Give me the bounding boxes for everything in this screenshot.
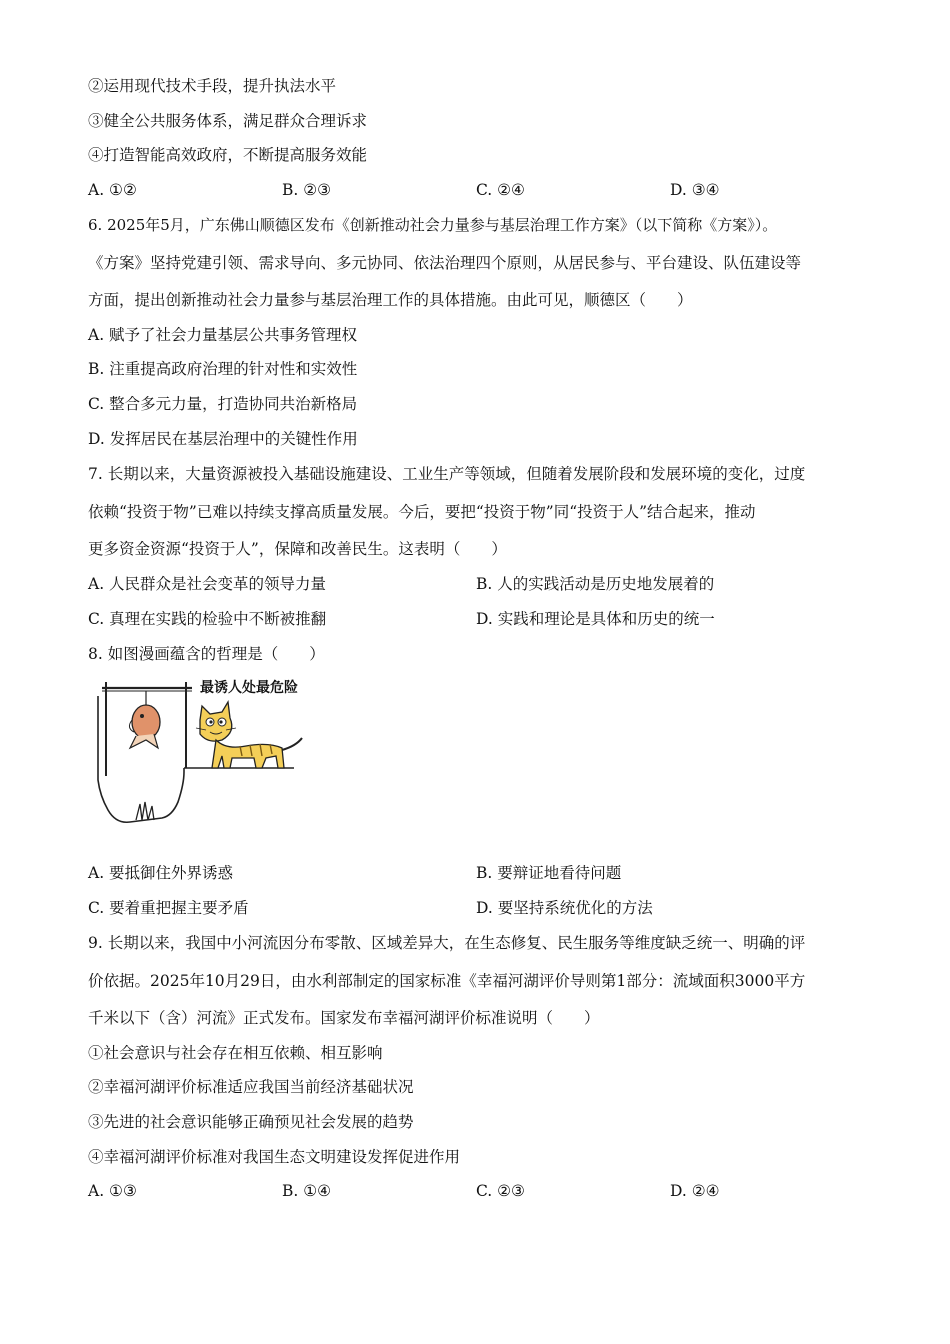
q6-stem-line-3: 方面，提出创新推动社会力量参与基层治理工作的具体措施。由此可见，顺德区（ ）: [88, 291, 693, 309]
q8-option-b[interactable]: B. 要辩证地看待问题: [476, 864, 622, 882]
q9-option-c[interactable]: C. ②③: [476, 1182, 525, 1200]
q6-stem-line-2: 《方案》坚持党建引领、需求导向、多元协同、依法治理四个原则，从居民参与、平台建设、队伍建设等: [88, 254, 802, 272]
q8-stem: 8. 如图漫画蕴含的哲理是（ ）: [88, 645, 325, 663]
q5-item-4: ④打造智能高效政府，不断提高服务效能: [88, 146, 368, 164]
q6-option-a[interactable]: A. 赋予了社会力量基层公共事务管理权: [88, 326, 358, 344]
q9-stem-line-1: 9. 长期以来，我国中小河流因分布零散、区域差异大，在生态修复、民生服务等维度缺乏统一、明确的评: [88, 934, 806, 952]
q9-option-d[interactable]: D. ②④: [670, 1182, 720, 1200]
q8-option-a[interactable]: A. 要抵御住外界诱惑: [88, 864, 234, 882]
q7-stem-line-1: 7. 长期以来，大量资源被投入基础设施建设、工业生产等领域，但随着发展阶段和发展环境的变化，过度: [88, 465, 806, 483]
q9-item-4: ④幸福河湖评价标准对我国生态文明建设发挥促进作用: [88, 1148, 461, 1166]
q8-cartoon-caption: 最诱人处最危险: [200, 680, 298, 696]
q6-option-c[interactable]: C. 整合多元力量，打造协同共治新格局: [88, 395, 358, 413]
q7-stem-line-2: 依赖“投资于物”已难以持续支撑高质量发展。今后，要把“投资于物”同“投资于人”结合起来，推动: [88, 503, 756, 521]
q5-option-a[interactable]: A. ①②: [88, 181, 137, 199]
q5-option-d[interactable]: D. ③④: [670, 181, 720, 199]
q9-option-a[interactable]: A. ①③: [88, 1182, 137, 1200]
q9-option-b[interactable]: B. ①④: [282, 1182, 332, 1200]
q8-option-c[interactable]: C. 要着重把握主要矛盾: [88, 899, 249, 917]
q7-option-a[interactable]: A. 人民群众是社会变革的领导力量: [88, 575, 327, 593]
q5-option-b[interactable]: B. ②③: [282, 181, 332, 199]
q6-option-b[interactable]: B. 注重提高政府治理的针对性和实效性: [88, 360, 358, 378]
q8-option-d[interactable]: D. 要坚持系统优化的方法: [476, 899, 653, 917]
q9-item-2: ②幸福河湖评价标准适应我国当前经济基础状况: [88, 1078, 414, 1096]
q8-cartoon: [96, 676, 311, 832]
q5-item-3: ③健全公共服务体系，满足群众合理诉求: [88, 112, 368, 130]
q7-option-c[interactable]: C. 真理在实践的检验中不断被推翻: [88, 610, 327, 628]
q9-stem-line-3: 千米以下（含）河流》正式发布。国家发布幸福河湖评价标准说明（ ）: [88, 1009, 600, 1027]
q5-item-2: ②运用现代技术手段，提升执法水平: [88, 77, 337, 95]
q9-stem-line-2: 价依据。2025年10月29日，由水利部制定的国家标准《幸福河湖评价导则第1部分：流域面积3000平方: [88, 972, 806, 990]
q9-item-1: ①社会意识与社会存在相互依赖、相互影响: [88, 1044, 383, 1062]
q6-stem-line-1: 6. 2025年5月，广东佛山顺德区发布《创新推动社会力量参与基层治理工作方案》（以下简称《方案》）。: [88, 216, 778, 234]
q7-stem-line-3: 更多资金资源“投资于人”，保障和改善民生。这表明（ ）: [88, 540, 507, 558]
q6-option-d[interactable]: D. 发挥居民在基层治理中的关键性作用: [88, 430, 358, 448]
q7-option-b[interactable]: B. 人的实践活动是历史地发展着的: [476, 575, 715, 593]
q7-option-d[interactable]: D. 实践和理论是具体和历史的统一: [476, 610, 715, 628]
q5-option-c[interactable]: C. ②④: [476, 181, 525, 199]
q9-item-3: ③先进的社会意识能够正确预见社会发展的趋势: [88, 1113, 414, 1131]
